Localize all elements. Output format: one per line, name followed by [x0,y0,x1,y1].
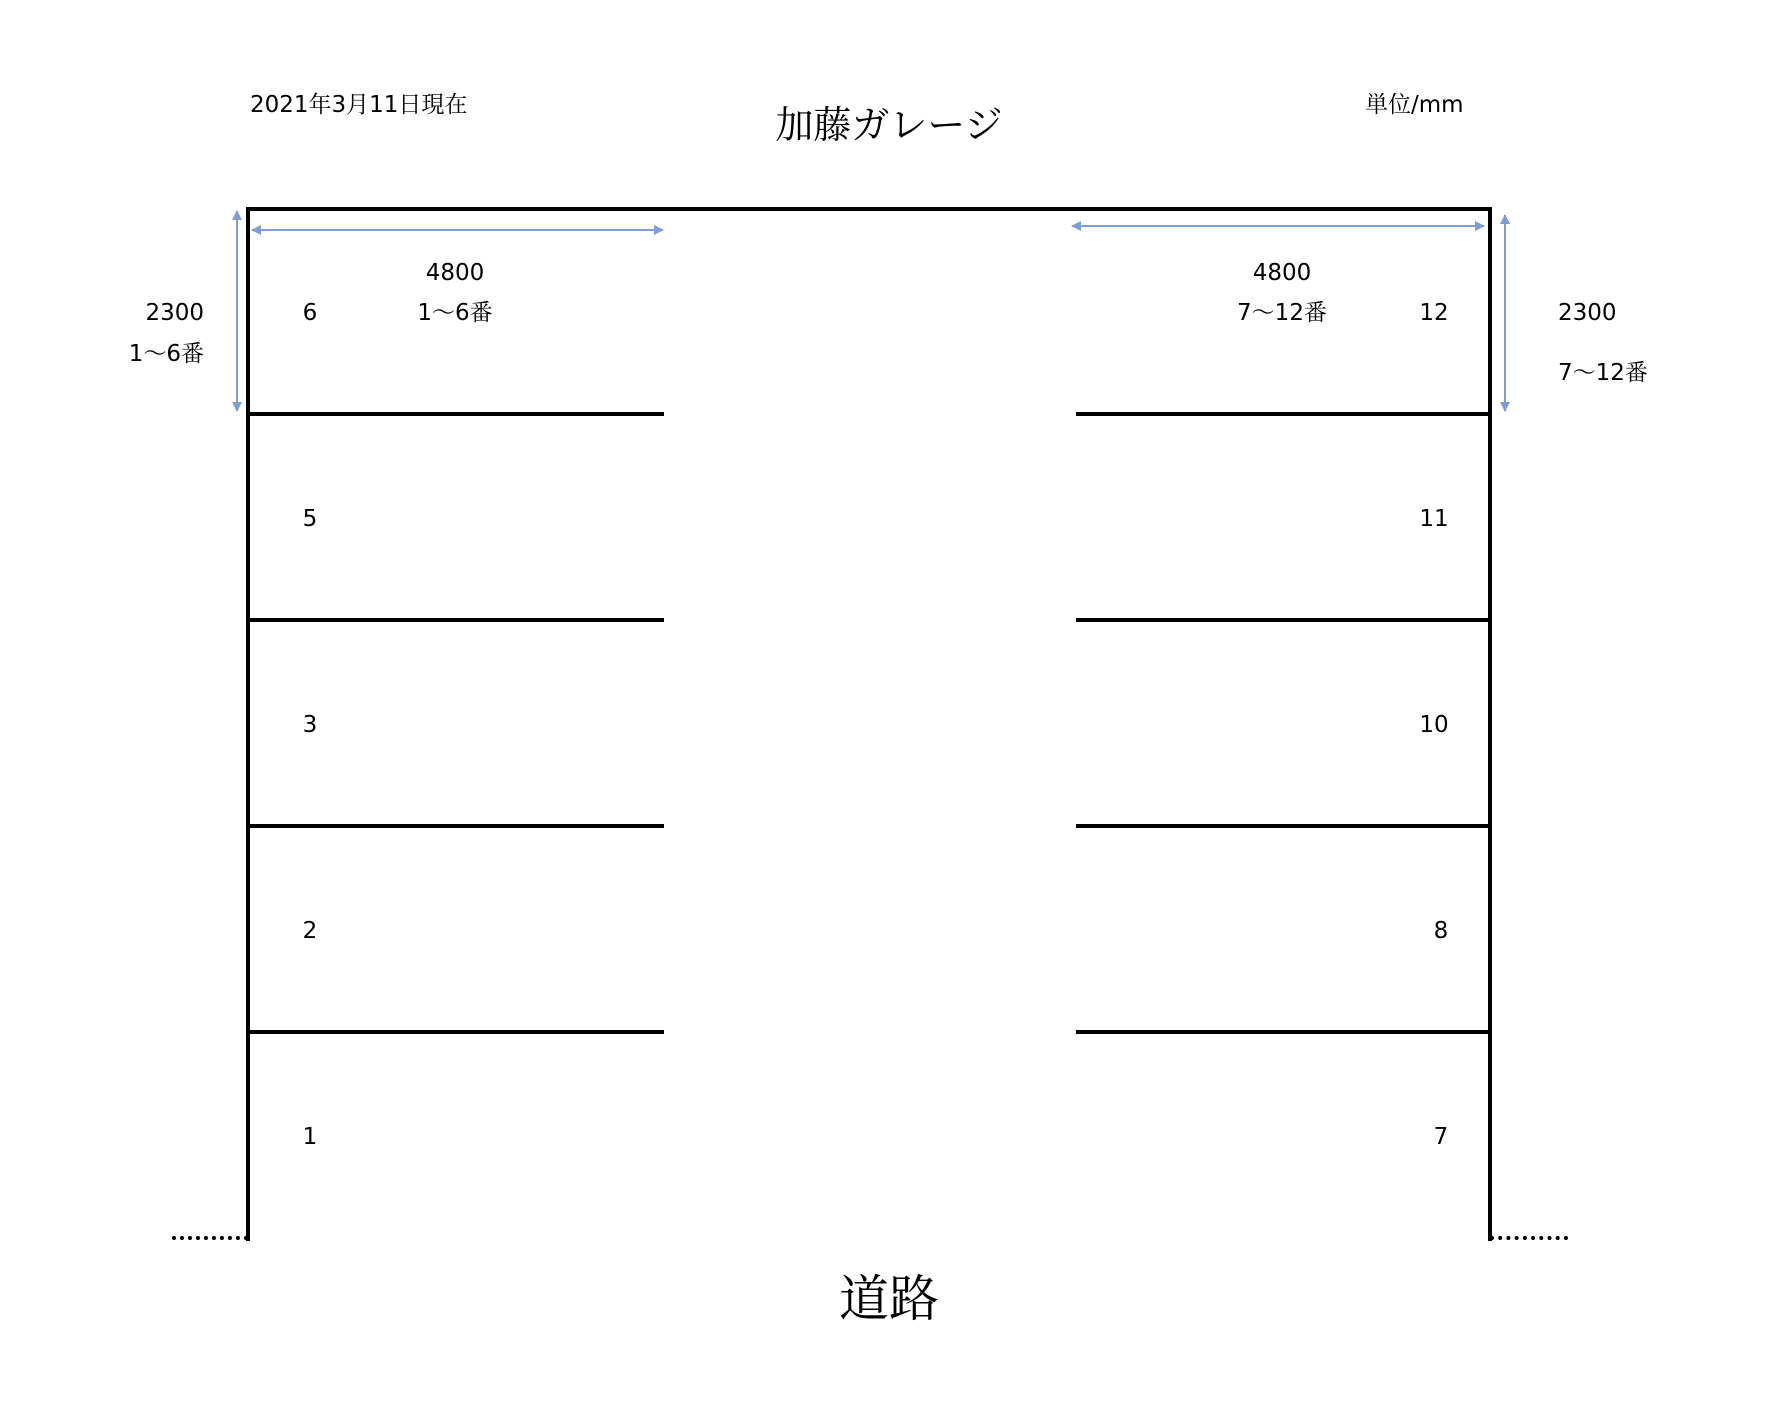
space-number-11: 11 [1419,506,1449,532]
left-width-label: 1〜6番 [417,300,493,326]
space-number-8: 8 [1433,918,1449,944]
space-number-12: 12 [1419,300,1449,326]
space-number-6: 6 [302,300,318,326]
space-number-1: 1 [302,1124,318,1150]
space-number-3: 3 [302,712,318,738]
right-width-label: 7〜12番 [1237,300,1327,326]
page-title: 加藤ガレージ [775,103,1003,147]
left-width-value: 4800 [425,260,485,286]
space-number-2: 2 [302,918,318,944]
date-label: 2021年3月11日現在 [250,92,468,118]
right-depth-label: 7〜12番 [1558,360,1648,386]
space-number-7: 7 [1433,1124,1449,1150]
unit-label: 単位/mm [1365,92,1464,118]
right-depth-value: 2300 [1558,300,1617,326]
left-depth-label: 1〜6番 [128,341,204,367]
right-width-value: 4800 [1252,260,1312,286]
space-number-10: 10 [1419,712,1449,738]
road-label: 道路 [839,1270,939,1328]
left-depth-value: 2300 [145,300,204,326]
space-number-5: 5 [302,506,318,532]
